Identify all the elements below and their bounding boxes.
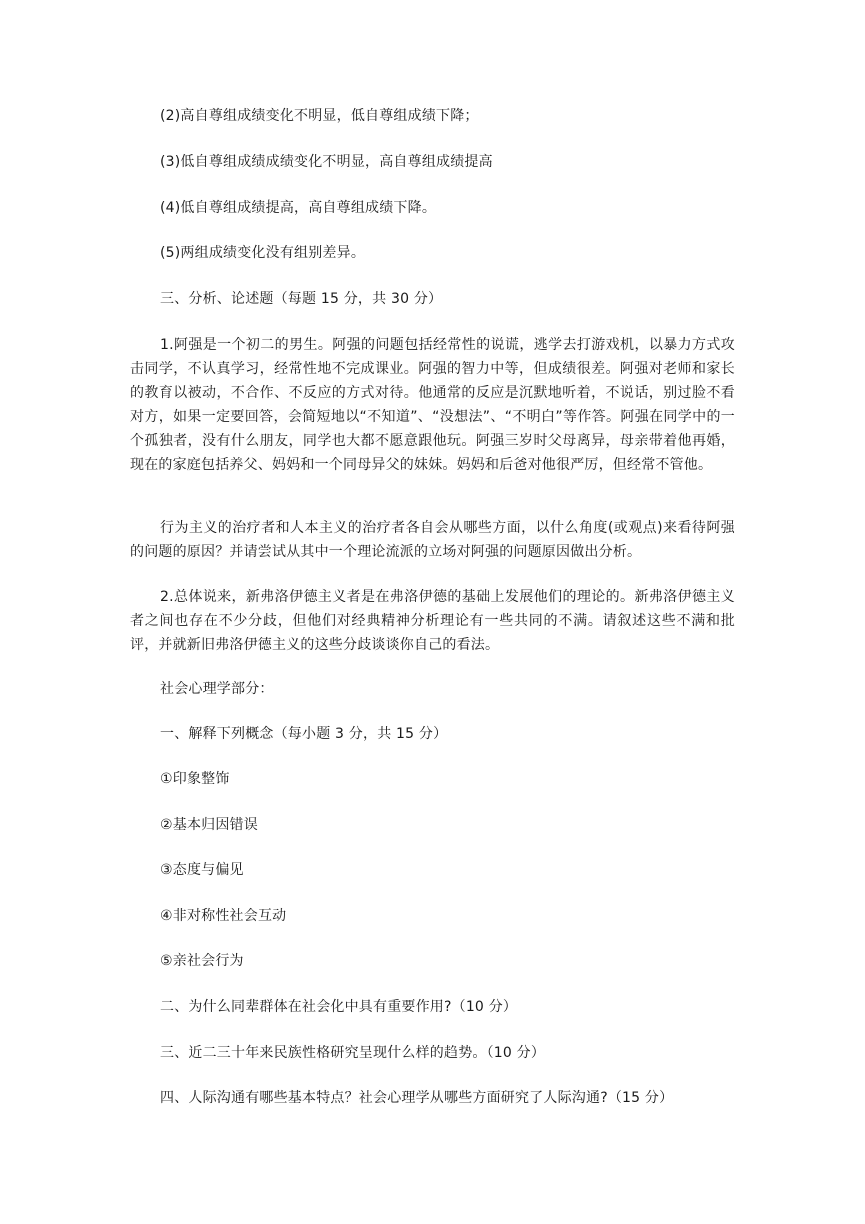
option-3: (3)低自尊组成绩成绩变化不明显，高自尊组成绩提高 bbox=[160, 154, 493, 170]
concept-3: ③态度与偏见 bbox=[160, 862, 244, 878]
question-interpersonal-communication: 四、人际沟通有哪些基本特点？社会心理学从哪些方面研究了人际沟通?（15 分） bbox=[160, 1090, 674, 1106]
concept-5: ⑤亲社会行为 bbox=[160, 953, 244, 969]
concept-4: ④非对称性社会互动 bbox=[160, 908, 287, 924]
social-psychology-heading: 社会心理学部分： bbox=[160, 681, 274, 697]
section-heading-analysis: 三、分析、论述题（每题 15 分，共 30 分） bbox=[160, 291, 443, 307]
question-1-case: 1.阿强是一个初二的男生。阿强的问题包括经常性的说谎，逃学去打游戏机，以暴力方式攻击同学，不认真学习，经常性地不完成课业。阿强的智力中等，但成绩很差。阿强对老师和家长的教育以被动，不合作、不反应的方式对待。他通常的反应是沉默地听着，不说话，别过脸不看对方，如果一定要回答，会简短地以“不知道”、“没想法”、“不明白”等作答。阿强在同学中的一个孤独者，没有什么朋友，同学也大都不愿意跟他玩。阿强三岁时父母离异，母亲带着他再婚，现在的家庭包括养父、妈妈和一个同母异父的妹妹。妈妈和后爸对他很严厉，但经常不管他。 bbox=[130, 337, 735, 473]
option-2: (2)高自尊组成绩变化不明显，低自尊组成绩下降； bbox=[160, 108, 479, 124]
concept-1: ①印象整饰 bbox=[160, 771, 230, 787]
concept-2: ②基本归因错误 bbox=[160, 817, 258, 833]
question-national-character: 三、近二三十年来民族性格研究呈现什么样的趋势。（10 分） bbox=[160, 1045, 546, 1061]
question-1-prompt: 行为主义的治疗者和人本主义的治疗者各自会从哪些方面，以什么角度(或观点)来看待阿强的问题的原因？并请尝试从其中一个理论流派的立场对阿强的问题原因做出分析。 bbox=[130, 520, 735, 560]
option-5: (5)两组成绩变化没有组别差异。 bbox=[160, 245, 366, 261]
question-2: 2.总体说来，新弗洛伊德主义者是在弗洛伊德的基础上发展他们的理论的。新弗洛伊德主义者之间也存在不少分歧，但他们对经典精神分析理论有一些共同的不满。请叙述这些不满和批评，并就新旧弗洛伊德主义的这些分歧谈谈你自己的看法。 bbox=[130, 589, 735, 653]
option-4: (4)低自尊组成绩提高，高自尊组成绩下降。 bbox=[160, 200, 437, 216]
concepts-heading: 一、解释下列概念（每小题 3 分，共 15 分） bbox=[160, 726, 448, 742]
question-peer-group: 二、为什么同辈群体在社会化中具有重要作用?（10 分） bbox=[160, 999, 518, 1015]
